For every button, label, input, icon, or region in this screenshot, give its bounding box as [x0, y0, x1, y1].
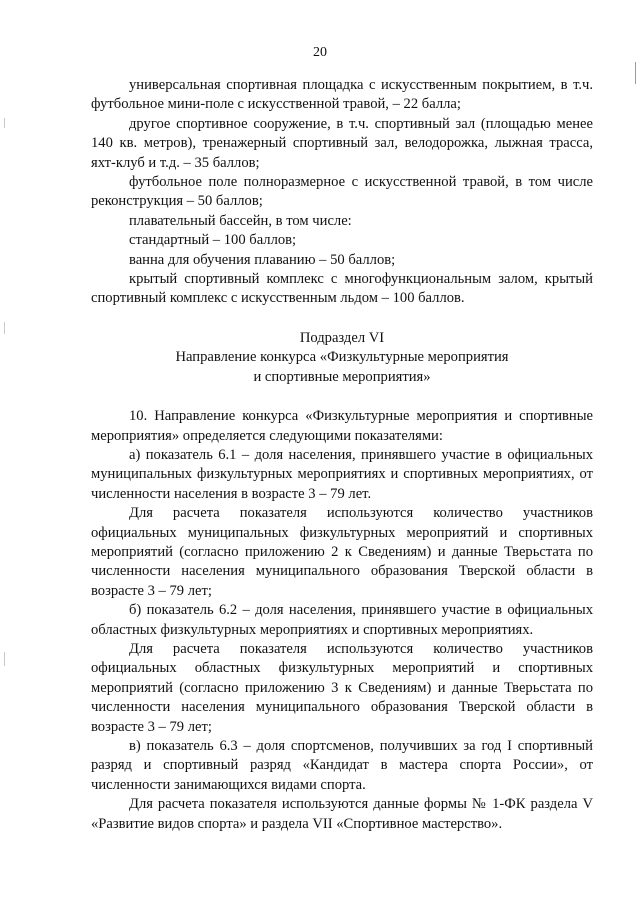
paragraph: а) показатель 6.1 – доля населения, принявшего участие в официальных муниципальных физкультурных мероприятиях и спортивных мероприятиях, от численности населения в возрасте 3 – 79 лет. — [91, 446, 593, 502]
scan-edge-mark — [635, 62, 636, 84]
paragraph: ванна для обучения плаванию – 50 баллов; — [129, 251, 396, 268]
paragraph: в) показатель 6.3 – доля спортсменов, получивших за год I спортивный разряд и спортивный разряд «Кандидат в мастера спорта России», от численности занимающихся видами спорта. — [91, 738, 593, 793]
paragraph: Для расчета показателя используются количество участников официальных муниципальных физкультурных мероприятий и спортивных мероприятий (согласно приложению 2 к Сведениям) и данные Тверьстата по численности населения муниципального образования Тверской области в возрасте 3 – 79 лет; — [91, 505, 593, 599]
subsection-heading: Подраздел VI — [299, 329, 385, 346]
paragraph: плавательный бассейн, в том числе: — [129, 212, 352, 229]
page-number: 20 — [313, 45, 327, 60]
section-title-line-1: Направление конкурса «Физкультурные мероприятия — [175, 349, 509, 366]
scan-margin-mark — [4, 652, 5, 666]
scan-margin-mark — [4, 322, 5, 334]
paragraph: 10. Направление конкурса «Физкультурные мероприятия и спортивные мероприятия» определяется следующими показателями: — [91, 408, 593, 444]
section-title-line-2: и спортивные мероприятия» — [253, 368, 431, 385]
paragraph: универсальная спортивная площадка с искусственным покрытием, в т.ч. футбольное мини-поле с искусственной травой, – 22 балла; — [91, 77, 593, 113]
paragraph: Для расчета показателя используются количество участников официальных областных физкультурных мероприятий и спортивных мероприятий (согласно приложению 3 к Сведениям) и данные Тверьстата по численности населения муниципального образования Тверской области в возрасте 3 – 79 лет; — [91, 640, 593, 735]
paragraph: Для расчета показателя используются данные формы № 1-ФК раздела V «Развитие видов спорта» и раздела VII «Спортивное мастерство». — [91, 796, 593, 832]
paragraph: футбольное поле полноразмерное с искусственной травой, в том числе реконструкция – 50 баллов; — [91, 174, 593, 210]
spacer — [91, 387, 593, 407]
spacer — [91, 309, 593, 329]
paragraph: крытый спортивный комплекс с многофункциональным залом, крытый спортивный комплекс с искусственным льдом – 100 баллов. — [91, 271, 593, 307]
document-body — [91, 76, 593, 834]
paragraph: другое спортивное сооружение, в т.ч. спортивный зал (площадью менее 140 кв. метров), тренажерный спортивный зал, велодорожка, лыжная трасса, яхт-клуб и т.д. – 35 баллов; — [91, 115, 593, 171]
scan-margin-mark — [4, 118, 5, 128]
paragraph: стандартный – 100 баллов; — [129, 232, 297, 249]
paragraph: б) показатель 6.2 – доля населения, принявшего участие в официальных областных физкультурных мероприятиях и спортивных мероприятиях. — [91, 602, 593, 638]
